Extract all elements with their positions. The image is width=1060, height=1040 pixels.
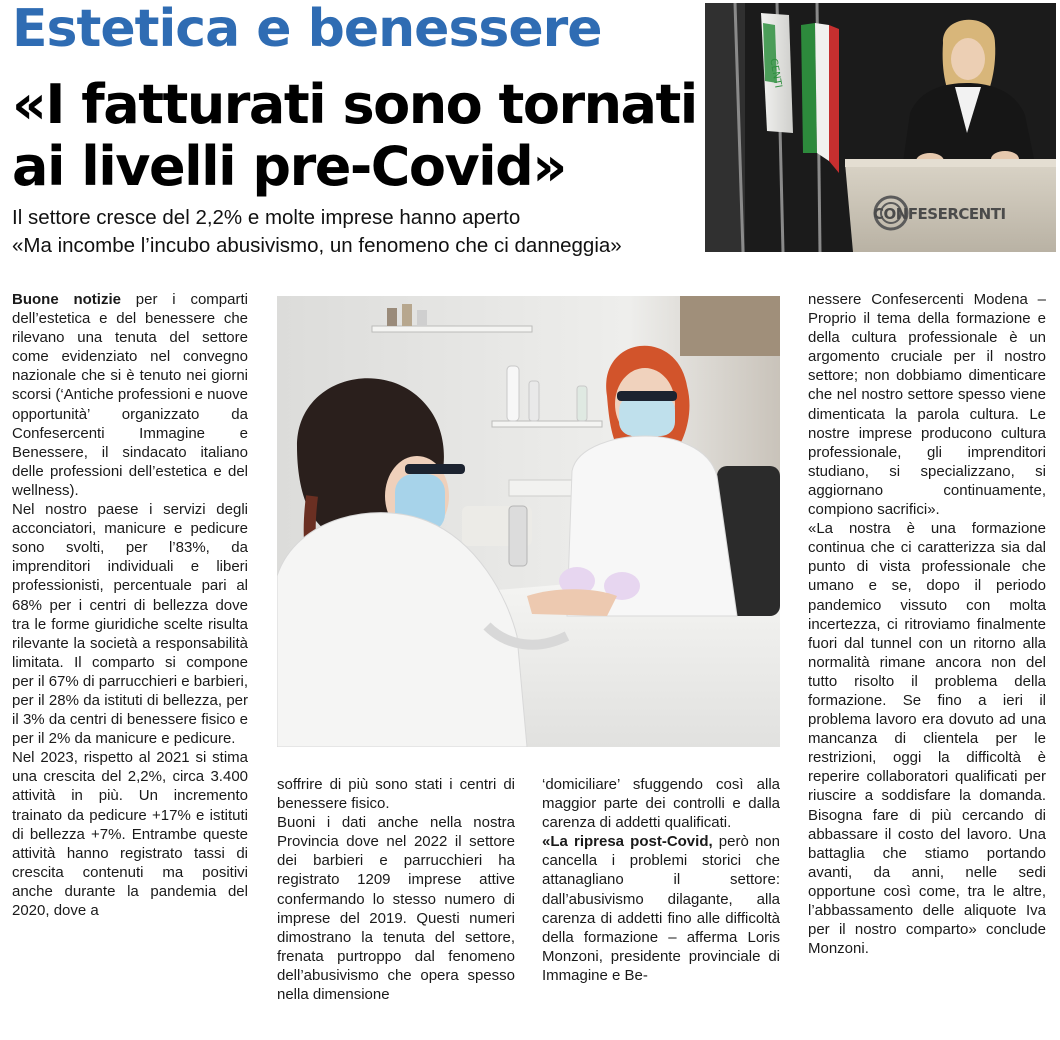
headline-line-1: «I fatturati sono tornati	[12, 73, 697, 136]
headline-line-2: ai livelli pre-Covid»	[12, 135, 566, 198]
podium-logo-text: CONFESERCENTI	[873, 205, 1006, 223]
text-column-2	[277, 775, 515, 1004]
paragraph: ‘domiciliare’ sfuggendo così alla maggior parte dei controlli e dalla carenza di addetti qualificati.	[542, 776, 780, 832]
paragraph: Buoni i dati anche nella nostra Provincia dove nel 2022 il settore dei barbieri e parrucchieri ha registrato 1209 imprese attive confermando lo stesso numero di imprese del 2019. Questi numeri dimostrano la tenuta del settore, frenata purtroppo dal fenomeno dell’abusivismo che opera spesso nella dimensione	[277, 814, 515, 1004]
subtitle-line-1: Il settore cresce del 2,2% e molte imprese hanno aperto	[12, 206, 521, 229]
paragraph	[542, 832, 780, 985]
lead-in: Buone notizie	[12, 291, 121, 308]
paragraph: nessere Confesercenti Modena – Proprio il tema della formazione e della cultura professionale è un argomento cruciale per il nostro settore; non dobbiamo dimenticare che nel nostro settore spesso viene dimenticata la parola cultura. Le nostre imprese producono cultura professionale, gli imprenditori studiano, si specializzano, si aggiornano continuamente, compiono sacrifici».	[808, 291, 1046, 519]
paragraph	[12, 290, 248, 500]
lead-in: «La ripresa post-Covid,	[542, 833, 713, 851]
headline	[12, 74, 702, 198]
manicure-photo-illustration	[277, 296, 780, 747]
manicure-photo	[277, 296, 780, 747]
speaker-photo-illustration	[705, 3, 1056, 252]
subtitle-line-2: «Ma incombe l’incubo abusivismo, un fenomeno che ci danneggia»	[12, 234, 622, 257]
paragraph: Nel 2023, rispetto al 2021 si stima una crescita del 2,2%, circa 3.400 attività in più. Un incremento trainato da pedicure +17% e istituti di bellezza +7%. Entrambe queste attività hanno registrato tassi di crescita contenuti ma positivi anche durante la pandemia del 2020, dove a	[12, 749, 248, 919]
text-column-4	[808, 290, 1046, 958]
paragraph-text: però non cancella i problemi storici che attanagliano il settore: dall’abusivismo dilagante, alla carenza di addetti fino alle difficoltà della formazione – afferma Loris Monzoni, presidente provinciale di Immagine e Be-	[542, 833, 780, 984]
text-column-3	[542, 775, 780, 985]
text-column-1	[12, 290, 248, 920]
flag-text: CENTI	[767, 57, 784, 89]
paragraph: Nel nostro paese i servizi degli acconciatori, manicure e pedicure sono svolti, per l’83%, da imprenditori individuali e liberi professionisti, percentuale pari al 68% per i centri di bellezza dove tra le forme giuridiche scelte risulta rilevante la società a responsabilità limitata. Il comparto si compone per il 67% di parrucchieri e barbieri, per il 28% da istituti di bellezza, per il 3% da centri di benessere fisico e per il 2% da manicure e pedicure.	[12, 501, 248, 748]
speaker-photo	[705, 3, 1056, 252]
paragraph: «La nostra è una formazione continua che ci caratterizza sia dal punto di vista professionale che umano e se, dopo il periodo pandemico vissuto con molta incertezza, ci ritroviamo finalmente fuori dal tunnel con un ritorno alla normalità rimane ancora non del tutto risolto il problema della formazione. Se fino a ieri il problema lavoro era dovuto ad una mancanza di clientela per le restrizioni, oggi la difficoltà è reperire collaboratori qualificati per riuscire a soddisfare la domanda. Bisogna fare di più cercando di abbassare il costo del lavoro. Una battaglia che stiamo portando avanti, da anni, nelle sedi opportune così come, tra le altre, l’abbassamento delle aliquote Iva per il nostro comparto» conclude Monzoni.	[808, 520, 1046, 958]
kicker-title: Estetica e benessere	[12, 0, 602, 59]
paragraph: soffrire di più sono stati i centri di benessere fisico.	[277, 776, 515, 813]
paragraph-text: per i comparti dell’estetica e del benessere che rilevano una tenuta del settore come evidenziato nel convegno nazionale che si è tenuto nei giorni scorsi (‘Antiche professioni e nuove opportunità’ organizzato da Confesercenti Immagine e Benessere, il sindacato italiano delle professioni dell’estetica e del wellness).	[12, 291, 248, 499]
